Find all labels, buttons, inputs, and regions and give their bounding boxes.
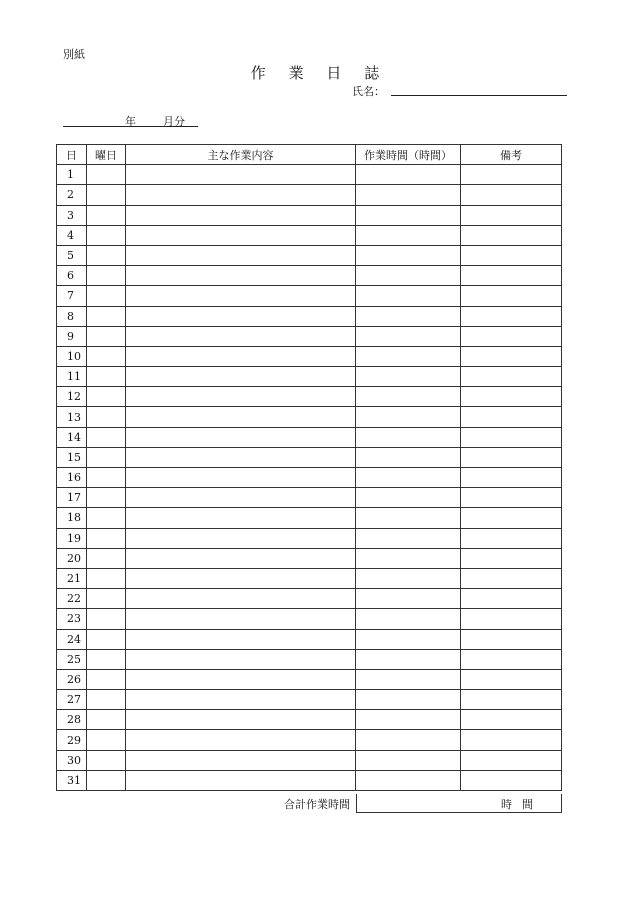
table-row — [57, 245, 562, 265]
weekday-cell[interactable] — [87, 346, 126, 366]
table-row — [57, 669, 562, 689]
day-cell: 12 — [57, 387, 87, 407]
remarks-cell[interactable] — [461, 508, 562, 528]
work-content-cell[interactable] — [126, 528, 356, 548]
remarks-cell[interactable] — [461, 346, 562, 366]
work-hours-cell[interactable] — [356, 367, 461, 387]
month-label: 月分 — [163, 115, 185, 128]
remarks-cell[interactable] — [461, 488, 562, 508]
weekday-cell[interactable] — [87, 710, 126, 730]
table-row — [57, 165, 562, 185]
day-cell: 10 — [57, 346, 87, 366]
table-row — [57, 690, 562, 710]
weekday-cell[interactable] — [87, 629, 126, 649]
work-content-cell[interactable] — [126, 669, 356, 689]
work-content-cell[interactable] — [126, 589, 356, 609]
work-content-cell[interactable] — [126, 346, 356, 366]
work-content-cell[interactable] — [126, 286, 356, 306]
day-cell: 17 — [57, 488, 87, 508]
day-cell: 30 — [57, 750, 87, 770]
day-cell: 29 — [57, 730, 87, 750]
work-content-cell[interactable] — [126, 750, 356, 770]
weekday-cell[interactable] — [87, 165, 126, 185]
work-content-cell[interactable] — [126, 548, 356, 568]
work-content-cell[interactable] — [126, 225, 356, 245]
table-row — [57, 286, 562, 306]
name-row — [352, 83, 567, 99]
remarks-cell[interactable] — [461, 225, 562, 245]
work-hours-cell[interactable] — [356, 225, 461, 245]
remarks-cell[interactable] — [461, 447, 562, 467]
day-cell: 31 — [57, 770, 87, 790]
day-cell: 6 — [57, 266, 87, 286]
weekday-cell[interactable] — [87, 306, 126, 326]
remarks-cell[interactable] — [461, 528, 562, 548]
work-content-cell[interactable] — [126, 690, 356, 710]
table-row — [57, 468, 562, 488]
work-hours-cell[interactable] — [356, 589, 461, 609]
work-content-cell[interactable] — [126, 266, 356, 286]
table-row — [57, 710, 562, 730]
work-hours-cell[interactable] — [356, 407, 461, 427]
weekday-cell[interactable] — [87, 387, 126, 407]
work-content-cell[interactable] — [126, 306, 356, 326]
table-row — [57, 589, 562, 609]
remarks-cell[interactable] — [461, 750, 562, 770]
table-row — [57, 346, 562, 366]
weekday-cell[interactable] — [87, 609, 126, 629]
table-row — [57, 326, 562, 346]
remarks-cell[interactable] — [461, 548, 562, 568]
weekday-cell[interactable] — [87, 649, 126, 669]
remarks-cell[interactable] — [461, 669, 562, 689]
work-content-cell[interactable] — [126, 468, 356, 488]
remarks-cell[interactable] — [461, 730, 562, 750]
remarks-cell[interactable] — [461, 306, 562, 326]
work-hours-cell[interactable] — [356, 508, 461, 528]
work-hours-cell[interactable] — [356, 245, 461, 265]
header-weekday: 曜日 — [87, 145, 126, 165]
weekday-cell[interactable] — [87, 407, 126, 427]
remarks-cell[interactable] — [461, 367, 562, 387]
weekday-cell[interactable] — [87, 286, 126, 306]
day-cell: 24 — [57, 629, 87, 649]
document-title — [0, 62, 630, 83]
table-row — [57, 750, 562, 770]
weekday-cell[interactable] — [87, 367, 126, 387]
remarks-cell[interactable] — [461, 690, 562, 710]
table-row — [57, 649, 562, 669]
day-cell: 4 — [57, 225, 87, 245]
work-hours-cell[interactable] — [356, 447, 461, 467]
table-row — [57, 387, 562, 407]
work-hours-cell[interactable] — [356, 205, 461, 225]
total-label: 合計作業時間 — [284, 798, 350, 811]
remarks-cell[interactable] — [461, 245, 562, 265]
table-row — [57, 568, 562, 588]
table-body — [57, 165, 562, 791]
remarks-cell[interactable] — [461, 286, 562, 306]
work-hours-cell[interactable] — [356, 286, 461, 306]
weekday-cell[interactable] — [87, 245, 126, 265]
weekday-cell[interactable] — [87, 266, 126, 286]
remarks-cell[interactable] — [461, 468, 562, 488]
weekday-cell[interactable] — [87, 205, 126, 225]
remarks-cell[interactable] — [461, 568, 562, 588]
header-work-hours: 作業時間（時間） — [356, 145, 461, 165]
name-label: 氏名： — [352, 85, 385, 98]
period-field[interactable] — [63, 113, 198, 127]
weekday-cell[interactable] — [87, 750, 126, 770]
weekday-cell[interactable] — [87, 770, 126, 790]
work-hours-cell[interactable] — [356, 488, 461, 508]
remarks-cell[interactable] — [461, 770, 562, 790]
work-hours-cell[interactable] — [356, 185, 461, 205]
table-row — [57, 407, 562, 427]
work-content-cell[interactable] — [126, 367, 356, 387]
weekday-cell[interactable] — [87, 669, 126, 689]
work-content-cell[interactable] — [126, 508, 356, 528]
work-content-cell[interactable] — [126, 185, 356, 205]
title-char: 日 — [326, 64, 342, 82]
weekday-cell[interactable] — [87, 326, 126, 346]
weekday-cell[interactable] — [87, 548, 126, 568]
table-row — [57, 306, 562, 326]
weekday-cell[interactable] — [87, 185, 126, 205]
table-row — [57, 266, 562, 286]
remarks-cell[interactable] — [461, 710, 562, 730]
day-cell: 9 — [57, 326, 87, 346]
table-row — [57, 548, 562, 568]
day-cell: 14 — [57, 427, 87, 447]
work-hours-cell[interactable] — [356, 710, 461, 730]
remarks-cell[interactable] — [461, 205, 562, 225]
work-content-cell[interactable] — [126, 245, 356, 265]
day-cell: 18 — [57, 508, 87, 528]
day-cell: 20 — [57, 548, 87, 568]
work-hours-cell[interactable] — [356, 346, 461, 366]
day-cell: 8 — [57, 306, 87, 326]
weekday-cell[interactable] — [87, 427, 126, 447]
weekday-cell[interactable] — [87, 730, 126, 750]
table-row — [57, 205, 562, 225]
day-cell: 13 — [57, 407, 87, 427]
day-cell: 16 — [57, 468, 87, 488]
work-hours-cell[interactable] — [356, 306, 461, 326]
title-char: 業 — [288, 64, 304, 82]
day-cell: 27 — [57, 690, 87, 710]
attachment-label: 別紙 — [63, 48, 85, 61]
work-content-cell[interactable] — [126, 770, 356, 790]
table-row — [57, 427, 562, 447]
table-row — [57, 609, 562, 629]
work-content-cell[interactable] — [126, 730, 356, 750]
remarks-cell[interactable] — [461, 649, 562, 669]
work-hours-cell[interactable] — [356, 609, 461, 629]
header-main-work: 主な作業内容 — [126, 145, 356, 165]
work-hours-cell[interactable] — [356, 266, 461, 286]
total-row — [56, 794, 561, 813]
title-char: 誌 — [364, 64, 380, 82]
day-cell: 2 — [57, 185, 87, 205]
work-content-cell[interactable] — [126, 205, 356, 225]
remarks-cell[interactable] — [461, 165, 562, 185]
weekday-cell[interactable] — [87, 447, 126, 467]
work-hours-cell[interactable] — [356, 669, 461, 689]
work-content-cell[interactable] — [126, 649, 356, 669]
work-hours-cell[interactable] — [356, 528, 461, 548]
work-hours-cell[interactable] — [356, 568, 461, 588]
work-content-cell[interactable] — [126, 447, 356, 467]
remarks-cell[interactable] — [461, 185, 562, 205]
work-hours-cell[interactable] — [356, 165, 461, 185]
year-label: 年 — [125, 115, 136, 128]
work-hours-cell[interactable] — [356, 468, 461, 488]
day-cell: 19 — [57, 528, 87, 548]
remarks-cell[interactable] — [461, 427, 562, 447]
title-char: 作 — [250, 64, 266, 82]
work-hours-cell[interactable] — [356, 750, 461, 770]
work-content-cell[interactable] — [126, 629, 356, 649]
day-cell: 7 — [57, 286, 87, 306]
work-hours-cell[interactable] — [356, 629, 461, 649]
day-cell: 15 — [57, 447, 87, 467]
work-content-cell[interactable] — [126, 427, 356, 447]
day-cell: 1 — [57, 165, 87, 185]
remarks-cell[interactable] — [461, 629, 562, 649]
day-cell: 21 — [57, 568, 87, 588]
work-content-cell[interactable] — [126, 407, 356, 427]
table-row — [57, 629, 562, 649]
day-cell: 28 — [57, 710, 87, 730]
work-hours-cell[interactable] — [356, 387, 461, 407]
weekday-cell[interactable] — [87, 225, 126, 245]
weekday-cell[interactable] — [87, 568, 126, 588]
work-hours-cell[interactable] — [356, 770, 461, 790]
table-row — [57, 225, 562, 245]
table-header-row — [57, 145, 562, 165]
table-row — [57, 770, 562, 790]
work-content-cell[interactable] — [126, 326, 356, 346]
work-content-cell[interactable] — [126, 710, 356, 730]
work-content-cell[interactable] — [126, 609, 356, 629]
work-hours-cell[interactable] — [356, 690, 461, 710]
remarks-cell[interactable] — [461, 609, 562, 629]
table-row — [57, 730, 562, 750]
day-cell: 26 — [57, 669, 87, 689]
total-hours-field[interactable] — [356, 794, 562, 813]
weekday-cell[interactable] — [87, 589, 126, 609]
work-content-cell[interactable] — [126, 387, 356, 407]
work-hours-cell[interactable] — [356, 427, 461, 447]
table-row — [57, 508, 562, 528]
weekday-cell[interactable] — [87, 508, 126, 528]
day-cell: 23 — [57, 609, 87, 629]
table-row — [57, 185, 562, 205]
remarks-cell[interactable] — [461, 326, 562, 346]
work-content-cell[interactable] — [126, 488, 356, 508]
table-row — [57, 447, 562, 467]
day-cell: 25 — [57, 649, 87, 669]
work-content-cell[interactable] — [126, 165, 356, 185]
remarks-cell[interactable] — [461, 407, 562, 427]
remarks-cell[interactable] — [461, 266, 562, 286]
header-remarks: 備考 — [461, 145, 562, 165]
header-day: 日 — [57, 145, 87, 165]
work-content-cell[interactable] — [126, 568, 356, 588]
weekday-cell[interactable] — [87, 468, 126, 488]
work-log-table — [56, 144, 562, 791]
table-row — [57, 367, 562, 387]
work-hours-cell[interactable] — [356, 730, 461, 750]
weekday-cell[interactable] — [87, 528, 126, 548]
work-hours-cell[interactable] — [356, 548, 461, 568]
work-hours-cell[interactable] — [356, 649, 461, 669]
weekday-cell[interactable] — [87, 488, 126, 508]
table-row — [57, 528, 562, 548]
day-cell: 11 — [57, 367, 87, 387]
table-row — [57, 488, 562, 508]
total-unit: 時間 — [501, 798, 543, 811]
name-field[interactable] — [391, 83, 567, 96]
day-cell: 22 — [57, 589, 87, 609]
weekday-cell[interactable] — [87, 690, 126, 710]
work-hours-cell[interactable] — [356, 326, 461, 346]
day-cell: 5 — [57, 245, 87, 265]
remarks-cell[interactable] — [461, 387, 562, 407]
remarks-cell[interactable] — [461, 589, 562, 609]
day-cell: 3 — [57, 205, 87, 225]
